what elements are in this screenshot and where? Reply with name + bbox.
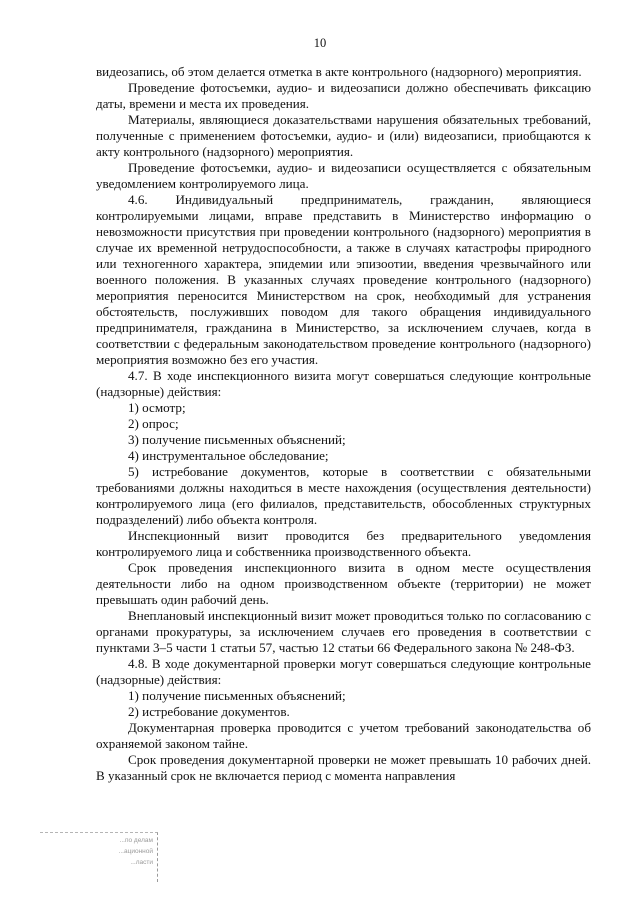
paragraph: видеозапись, об этом делается отметка в акте контрольного (надзорного) мероприятия. xyxy=(96,64,582,79)
paragraph-4-8: 4.8. В ходе документарной проверки могут совершаться следующие контрольные (надзорные) действия: xyxy=(96,656,591,687)
list-item: 2) истребование документов. xyxy=(128,704,290,719)
paragraph: Проведение фотосъемки, аудио- и видеозаписи осуществляется с обязательным уведомлением контролируемого лица. xyxy=(96,160,591,191)
paragraph: Документарная проверка проводится с учетом требований законодательства об охраняемой законом тайне. xyxy=(96,720,591,751)
paragraph-4-7: 4.7. В ходе инспекционного визита могут совершаться следующие контрольные (надзорные) действия: xyxy=(96,368,591,399)
registration-stamp xyxy=(40,832,158,882)
paragraph: Инспекционный визит проводится без предварительного уведомления контролируемого лица и собственника производственного объекта. xyxy=(96,528,591,559)
stamp-line: ...по делам xyxy=(119,837,153,844)
paragraph: Срок проведения документарной проверки не может превышать 10 рабочих дней. В указанный срок не включается период с момента направления xyxy=(96,752,591,783)
paragraph: Материалы, являющиеся доказательствами нарушения обязательных требований, полученные с применением фотосъемки, аудио- и (или) видеозаписи, приобщаются к акту контрольного (надзорного) мероприятия. xyxy=(96,112,591,159)
paragraph: Проведение фотосъемки, аудио- и видеозаписи должно обеспечивать фиксацию даты, времени и места их проведения. xyxy=(96,80,591,111)
document-body xyxy=(96,64,591,784)
list-item: 1) осмотр; xyxy=(128,400,186,415)
page-number: 10 xyxy=(313,36,327,50)
list-item: 2) опрос; xyxy=(128,416,179,431)
list-item: 3) получение письменных объяснений; xyxy=(128,432,346,447)
stamp-line: ...ласти xyxy=(130,859,153,866)
paragraph: Срок проведения инспекционного визита в одном месте осуществления деятельности либо на одном производственном объекте (территории) не может превышать один рабочий день. xyxy=(96,560,591,607)
stamp-line: ...ационной xyxy=(118,848,153,855)
list-item: 1) получение письменных объяснений; xyxy=(128,688,346,703)
list-item: 4) инструментальное обследование; xyxy=(128,448,329,463)
list-item: 5) истребование документов, которые в соответствии с обязательными требованиями должны находиться в месте нахождения (осуществления деятельности) контролируемого лица (его филиалов, представительств, обособленных структурных подразделений) либо объекта контроля. xyxy=(96,464,591,527)
paragraph-4-6: 4.6. Индивидуальный предприниматель, гражданин, являющиеся контролируемыми лицами, вправе представить в Министерство информацию о невозможности присутствия при проведении контрольного (надзорного) мероприятия в случае их временной нетрудоспособности, а также в случаях катастрофы природного или техногенного характера, эпидемии или эпизоотии, введения чрезвычайного или военного положения. В указанных случаях проведение контрольного (надзорного) мероприятия переносится Министерством на срок, необходимый для устранения обстоятельств, послуживших поводом для такого обращения индивидуального предпринимателя, гражданина в Министерство, за исключением случаев, когда в соответствии с федеральным законодательством проведение контрольного (надзорного) мероприятия возможно без его участия. xyxy=(96,192,591,367)
paragraph: Внеплановый инспекционный визит может проводиться только по согласованию с органами прокуратуры, за исключением случаев его проведения в соответствии с пунктами 3–5 части 1 статьи 57, частью 12 статьи 66 Федерального закона № 248-ФЗ. xyxy=(96,608,591,655)
